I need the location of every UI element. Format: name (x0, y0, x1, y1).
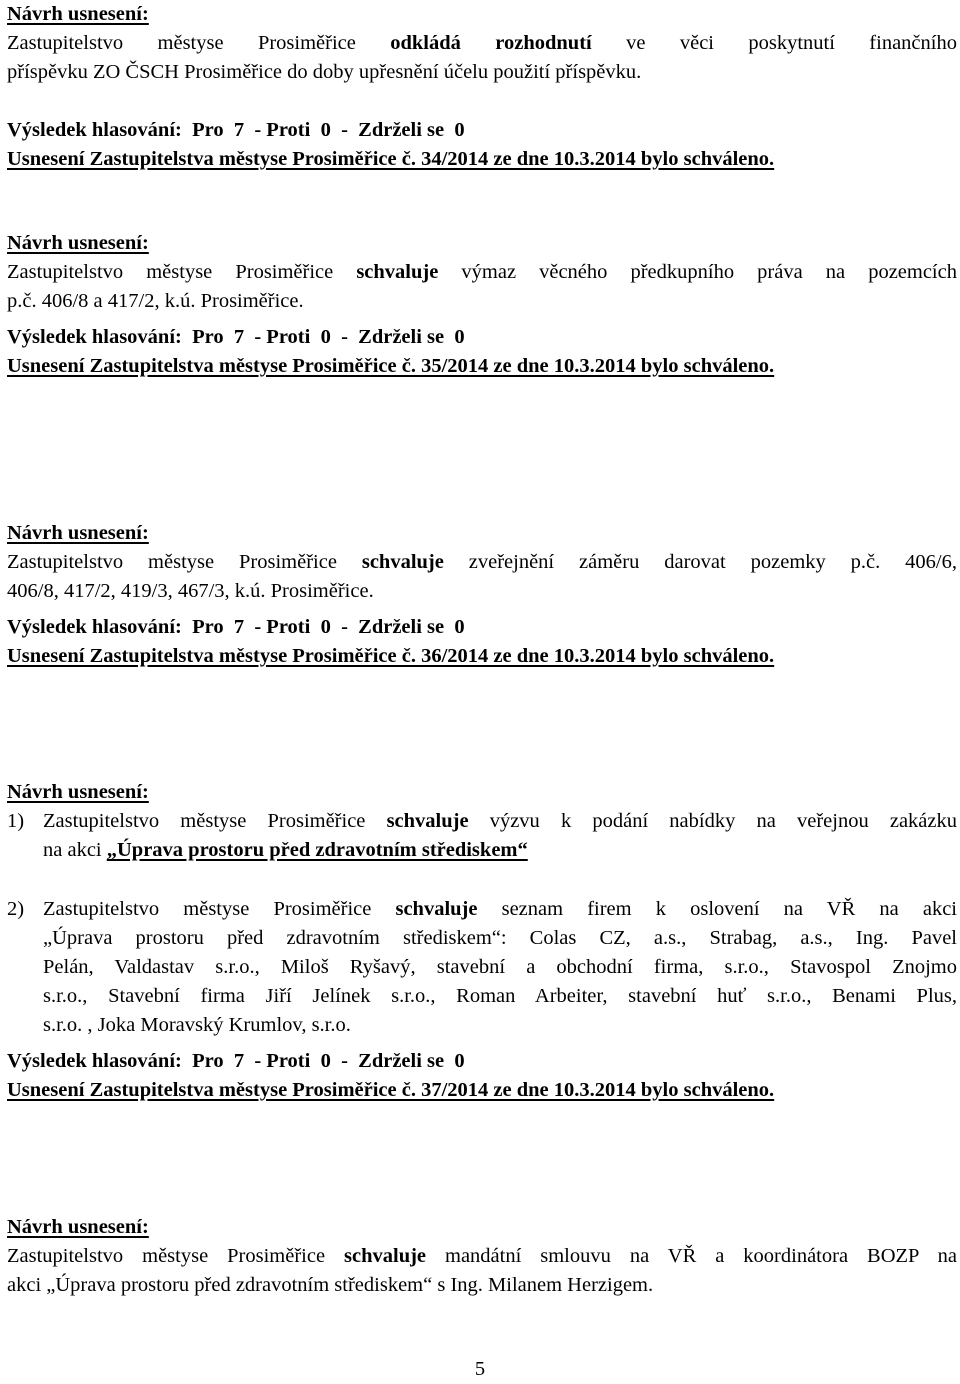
text-segment: Zastupitelstvo městyse Prosiměřice (43, 898, 396, 920)
text-segment: výzvu k podání nabídky na veřejnou zakázku (468, 810, 957, 832)
item-number: 1) (7, 810, 25, 832)
proposal-text-line: s.r.o., Stavební firma Jiří Jelínek s.r.o., Roman Arbeiter, stavební huť s.r.o., Benami Plus, (43, 985, 957, 1007)
resolution-34 (7, 0, 957, 174)
resolution-approved: Usnesení Zastupitelstva městyse Prosiměřice č. 35/2014 ze dne 10.3.2014 bylo schváleno. (7, 355, 775, 377)
text-segment: ve věci poskytnutí finančního (591, 32, 957, 54)
resolution-approved: Usnesení Zastupitelstva městyse Prosiměřice č. 37/2014 ze dne 10.3.2014 bylo schváleno. (7, 1079, 775, 1101)
proposal-text-line: 406/8, 417/2, 419/3, 467/3, k.ú. Prosiměřice. (7, 580, 374, 602)
proposal-text-line: Pelán, Valdastav s.r.o., Miloš Ryšavý, stavební a obchodní firma, s.r.o., Stavospol Znojmo (43, 956, 957, 978)
decision-keyword: schvaluje (386, 810, 469, 832)
text-segment: Zastupitelstvo městyse Prosiměřice (7, 1245, 345, 1267)
text-segment: Zastupitelstvo městyse Prosiměřice (43, 810, 387, 832)
text-segment: zveřejnění záměru darovat pozemky p.č. 406/6, (443, 551, 957, 573)
vote-result: Výsledek hlasování: Pro 7 - Proti 0 - Zdrželi se 0 (7, 119, 465, 141)
resolution-approved: Usnesení Zastupitelstva městyse Prosiměřice č. 34/2014 ze dne 10.3.2014 bylo schváleno. (7, 148, 775, 170)
proposal-item-2 (7, 895, 957, 1040)
decision-keyword: schvaluje (356, 261, 439, 283)
proposal-text-line: s.r.o. , Joka Moravský Krumlov, s.r.o. (43, 1014, 351, 1036)
page-number: 5 (474, 1358, 486, 1380)
decision-keyword: schvaluje (361, 551, 444, 573)
vote-result: Výsledek hlasování: Pro 7 - Proti 0 - Zdrželi se 0 (7, 326, 465, 348)
proposal-heading: Návrh usnesení: (7, 522, 149, 544)
proposal-text-line (43, 895, 957, 924)
text-segment: seznam firem k oslovení na VŘ na akci (477, 898, 957, 920)
proposal-text-line: akci „Úprava prostoru před zdravotním střediskem“ s Ing. Milanem Herzigem. (7, 1274, 654, 1296)
text-segment: Zastupitelstvo městyse Prosiměřice (7, 551, 362, 573)
vote-result: Výsledek hlasování: Pro 7 - Proti 0 - Zdrželi se 0 (7, 1050, 465, 1072)
text-segment: mandátní smlouvu na VŘ a koordinátora BOZP na (426, 1245, 957, 1267)
proposal-text-line (7, 29, 957, 58)
resolution-38 (7, 1213, 957, 1300)
proposal-text-line (7, 258, 957, 287)
proposal-heading: Návrh usnesení: (7, 3, 149, 25)
proposal-heading: Návrh usnesení: (7, 781, 149, 803)
text-segment: Zastupitelstvo městyse Prosiměřice (7, 261, 357, 283)
proposal-text-line (43, 807, 957, 836)
decision-keyword: schvaluje (344, 1245, 427, 1267)
proposal-heading: Návrh usnesení: (7, 232, 149, 254)
item-number: 2) (7, 898, 25, 920)
text-segment: Zastupitelstvo městyse Prosiměřice (7, 32, 391, 54)
resolution-37 (7, 778, 957, 1105)
proposal-item-1 (7, 807, 957, 865)
resolution-35 (7, 229, 957, 381)
vote-result: Výsledek hlasování: Pro 7 - Proti 0 - Zdrželi se 0 (7, 616, 465, 638)
resolution-approved: Usnesení Zastupitelstva městyse Prosiměřice č. 36/2014 ze dne 10.3.2014 bylo schváleno. (7, 645, 775, 667)
proposal-text-line (7, 1242, 957, 1271)
project-name: „Úprava prostoru před zdravotním střediskem“ (106, 839, 528, 861)
proposal-text-line (7, 548, 957, 577)
proposal-text-line: p.č. 406/8 a 417/2, k.ú. Prosiměřice. (7, 290, 304, 312)
proposal-text-line: „Úprava prostoru před zdravotním střediskem“: Colas CZ, a.s., Strabag, a.s., Ing. Pavel (43, 927, 957, 949)
decision-keyword: odkládá rozhodnutí (390, 32, 592, 54)
resolution-36 (7, 519, 957, 671)
decision-keyword: schvaluje (395, 898, 478, 920)
proposal-text-line (43, 836, 957, 865)
text-segment: výmaz věcného předkupního práva na pozemcích (438, 261, 957, 283)
text-segment: na akci (43, 839, 107, 861)
proposal-heading: Návrh usnesení: (7, 1216, 149, 1238)
proposal-text-line: příspěvku ZO ČSCH Prosiměřice do doby upřesnění účelu použití příspěvku. (7, 61, 642, 83)
